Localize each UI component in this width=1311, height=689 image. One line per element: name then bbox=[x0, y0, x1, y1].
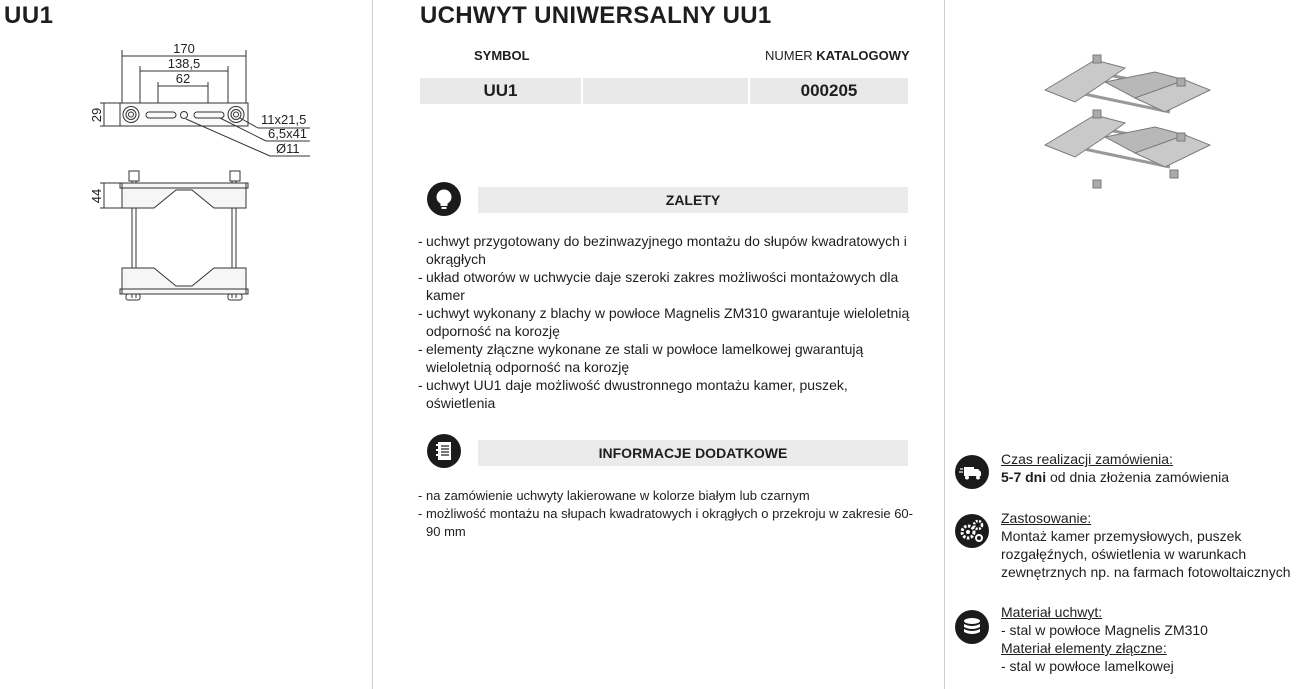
usage-text: Montaż kamer przemysłowych, puszek rozgałęźnych, oświetlenia w warunkach zewnętrznych np. na farmach fotowoltaicznych bbox=[1001, 528, 1291, 580]
list-item: - na zamówienie uchwyty lakierowane w kolorze białym lub czarnym bbox=[418, 487, 918, 505]
empty-cell bbox=[583, 78, 748, 104]
usage-title: Zastosowanie: bbox=[1001, 510, 1092, 526]
dim-62: 62 bbox=[175, 71, 191, 86]
list-item: - uchwyt przygotowany do bezinwazyjnego montażu do słupów kwadratowych i okrągłych bbox=[418, 232, 918, 268]
gears-icon bbox=[955, 514, 989, 548]
column-divider-left bbox=[372, 0, 373, 689]
dim-slot-inner: 6,5x41 bbox=[268, 126, 308, 141]
notebook-icon bbox=[427, 434, 461, 468]
catalog-number-value: 000205 bbox=[750, 78, 908, 104]
delivery-truck-icon bbox=[955, 455, 989, 489]
column-divider-right bbox=[944, 0, 945, 689]
product-image bbox=[1035, 50, 1220, 200]
material-holder-title: Materiał uchwyt: bbox=[1001, 604, 1103, 620]
dim-29: 29 bbox=[89, 107, 104, 123]
catalog-header: NUMER KATALOGOWY bbox=[765, 48, 910, 63]
dim-170: 170 bbox=[173, 41, 195, 56]
dim-138: 138,5 bbox=[167, 56, 201, 71]
page-title: UCHWYT UNIWERSALNY UU1 bbox=[420, 2, 772, 29]
list-item: - możliwość montażu na słupach kwadratowych i okrągłych o przekroju w zakresie 60-90 mm bbox=[418, 505, 918, 541]
additional-info-list bbox=[418, 487, 918, 541]
list-item: - uchwyt UU1 daje możliwość dwustronnego montażu kamer, puszek, oświetlenia bbox=[418, 376, 918, 412]
advantages-section-title: ZALETY bbox=[478, 187, 908, 213]
lead-time-value: 5-7 dni od dnia złożenia zamówienia bbox=[1001, 469, 1230, 485]
dim-44: 44 bbox=[89, 188, 104, 204]
material-fasteners-title: Materiał elementy złączne: bbox=[1001, 640, 1167, 656]
list-item: - elementy złączne wykonane ze stali w powłoce lamelkowej gwarantują wieloletnią odporność na korozję bbox=[418, 340, 918, 376]
symbol-value: UU1 bbox=[420, 78, 581, 104]
lead-time-title: Czas realizacji zamówienia: bbox=[1001, 451, 1173, 467]
material-holder-value: - stal w powłoce Magnelis ZM310 bbox=[1001, 622, 1208, 638]
symbol-header: SYMBOL bbox=[474, 48, 530, 63]
dim-slot-outer: 11x21,5 bbox=[261, 112, 307, 127]
list-item: - uchwyt wykonany z blachy w powłoce Magnelis ZM310 gwarantuje wieloletnią odporność na korozję bbox=[418, 304, 918, 340]
list-item: - układ otworów w uchwycie daje szeroki zakres możliwości montażowych dla kamer bbox=[418, 268, 918, 304]
additional-info-section-title: INFORMACJE DODATKOWE bbox=[478, 440, 908, 466]
dim-hole: Ø11 bbox=[276, 141, 300, 156]
product-code-heading: UU1 bbox=[4, 2, 54, 29]
advantages-list bbox=[418, 232, 918, 412]
material-fasteners-value: - stal w powłoce lamelkowej bbox=[1001, 658, 1174, 674]
material-stack-icon bbox=[955, 610, 989, 644]
technical-drawing bbox=[80, 40, 330, 310]
lightbulb-icon bbox=[427, 182, 461, 216]
